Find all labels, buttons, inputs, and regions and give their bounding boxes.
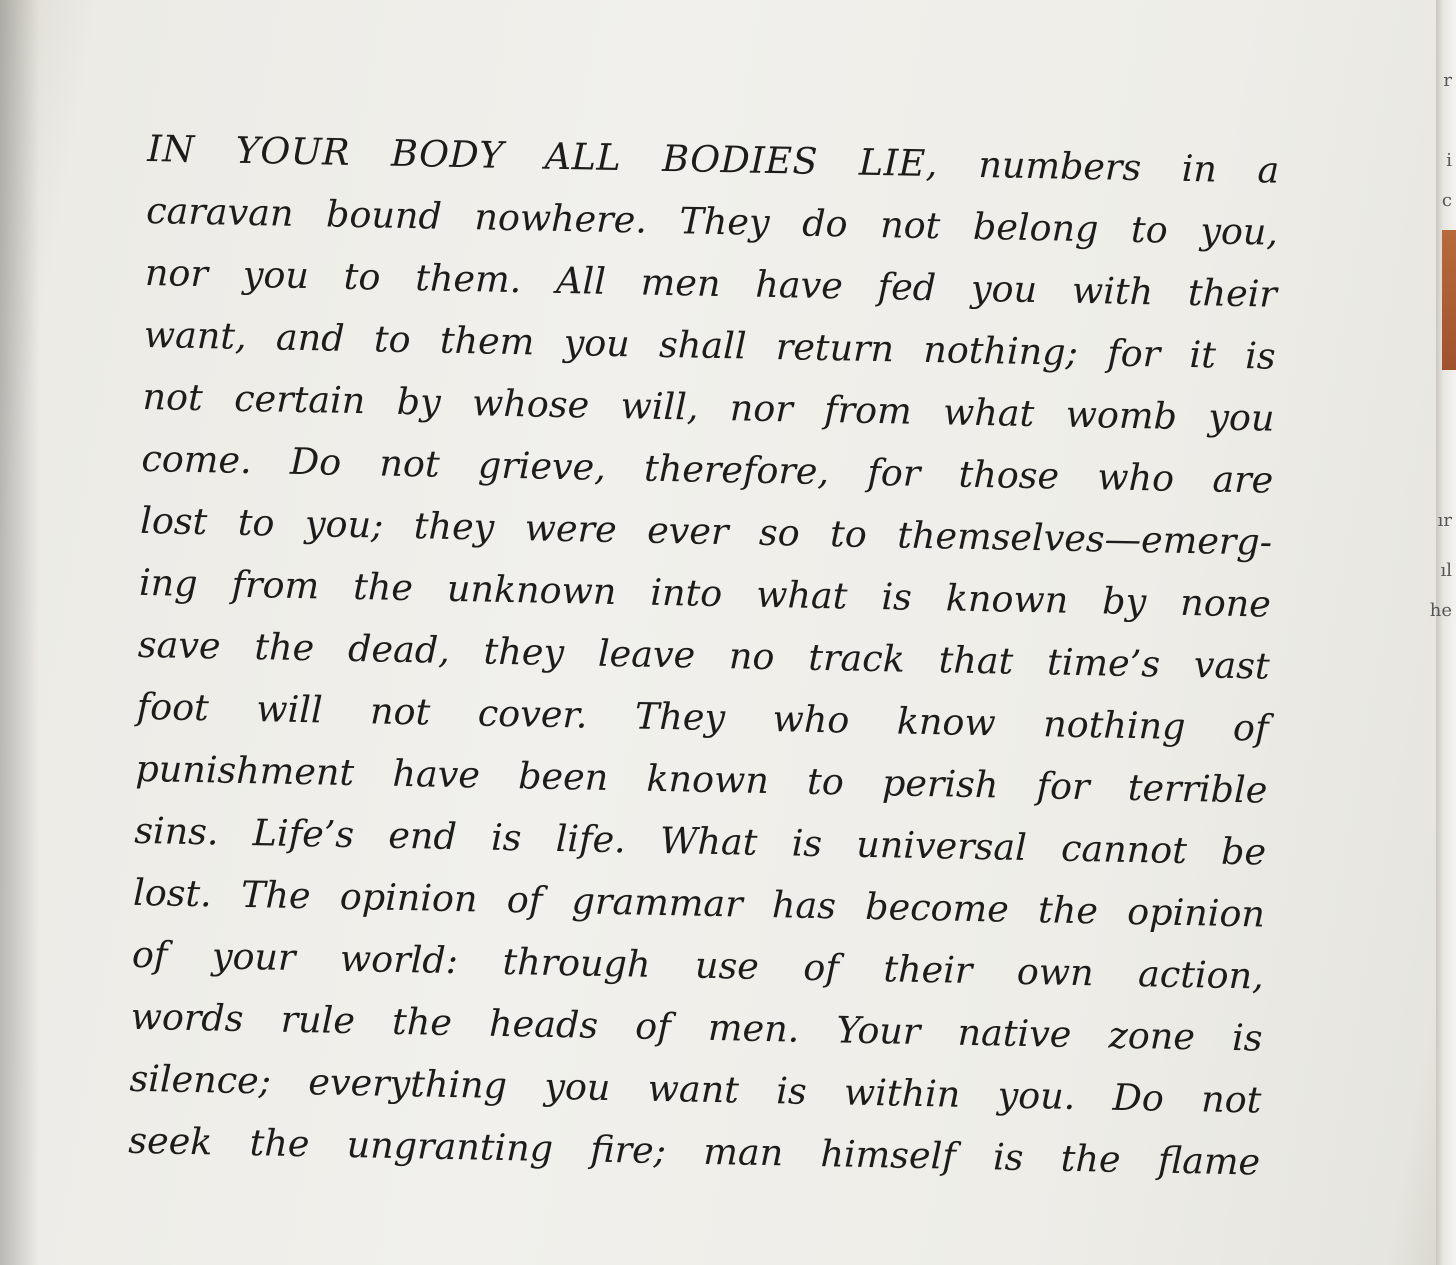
passage-line-6: come. Do not grieve, therefore, for those who are: [141, 436, 1274, 502]
passage-text: [128, 118, 1280, 1194]
page-tab-marker: [1442, 230, 1456, 370]
passage-line-13: lost. The opinion of grammar has become the opinion: [132, 870, 1266, 936]
passage-line-16: silence; everything you want is within you. Do not: [129, 1056, 1262, 1122]
passage-line-7: lost to you; they were ever so to themselves—emerg-: [139, 498, 1273, 564]
edge-letter-2: i: [1446, 150, 1452, 171]
passage-line-3: nor you to them. All men have fed you with their: [144, 250, 1278, 316]
passage-line-5: not certain by whose will, nor from what womb you: [142, 374, 1275, 440]
passage-line-11: punishment have been known to perish for terrible: [135, 746, 1268, 812]
passage-line-1-rest: numbers in a: [937, 142, 1280, 192]
passage-line-4: want, and to them you shall return nothing; for it is: [143, 312, 1277, 378]
edge-letter-1: r: [1443, 70, 1452, 91]
passage-line-14: of your world: through use of their own action,: [131, 932, 1265, 998]
edge-letter-6: he: [1429, 600, 1452, 621]
passage-line-8: ing from the unknown into what is known by none: [138, 560, 1272, 626]
edge-letter-3: c: [1441, 190, 1452, 211]
passage-line-10: foot will not cover. They who know nothing of: [136, 684, 1269, 750]
edge-letter-5: ıl: [1440, 560, 1452, 581]
passage-line-12: sins. Life’s end is life. What is universal cannot be: [133, 808, 1267, 874]
edge-letter-4: ır: [1437, 510, 1452, 531]
passage-line-15: words rule the heads of men. Your native zone is: [130, 994, 1263, 1060]
opening-caps: IN YOUR BODY ALL BODIES LIE,: [147, 126, 939, 186]
passage-line-9: save the dead, they leave no track that time’s vast: [137, 622, 1271, 688]
passage-line-2: caravan bound nowhere. They do not belong to you,: [145, 188, 1279, 254]
adjacent-page-edge: [1429, 0, 1456, 1265]
passage-line-17: seek the ungranting fire; man himself is the flame: [127, 1118, 1261, 1184]
